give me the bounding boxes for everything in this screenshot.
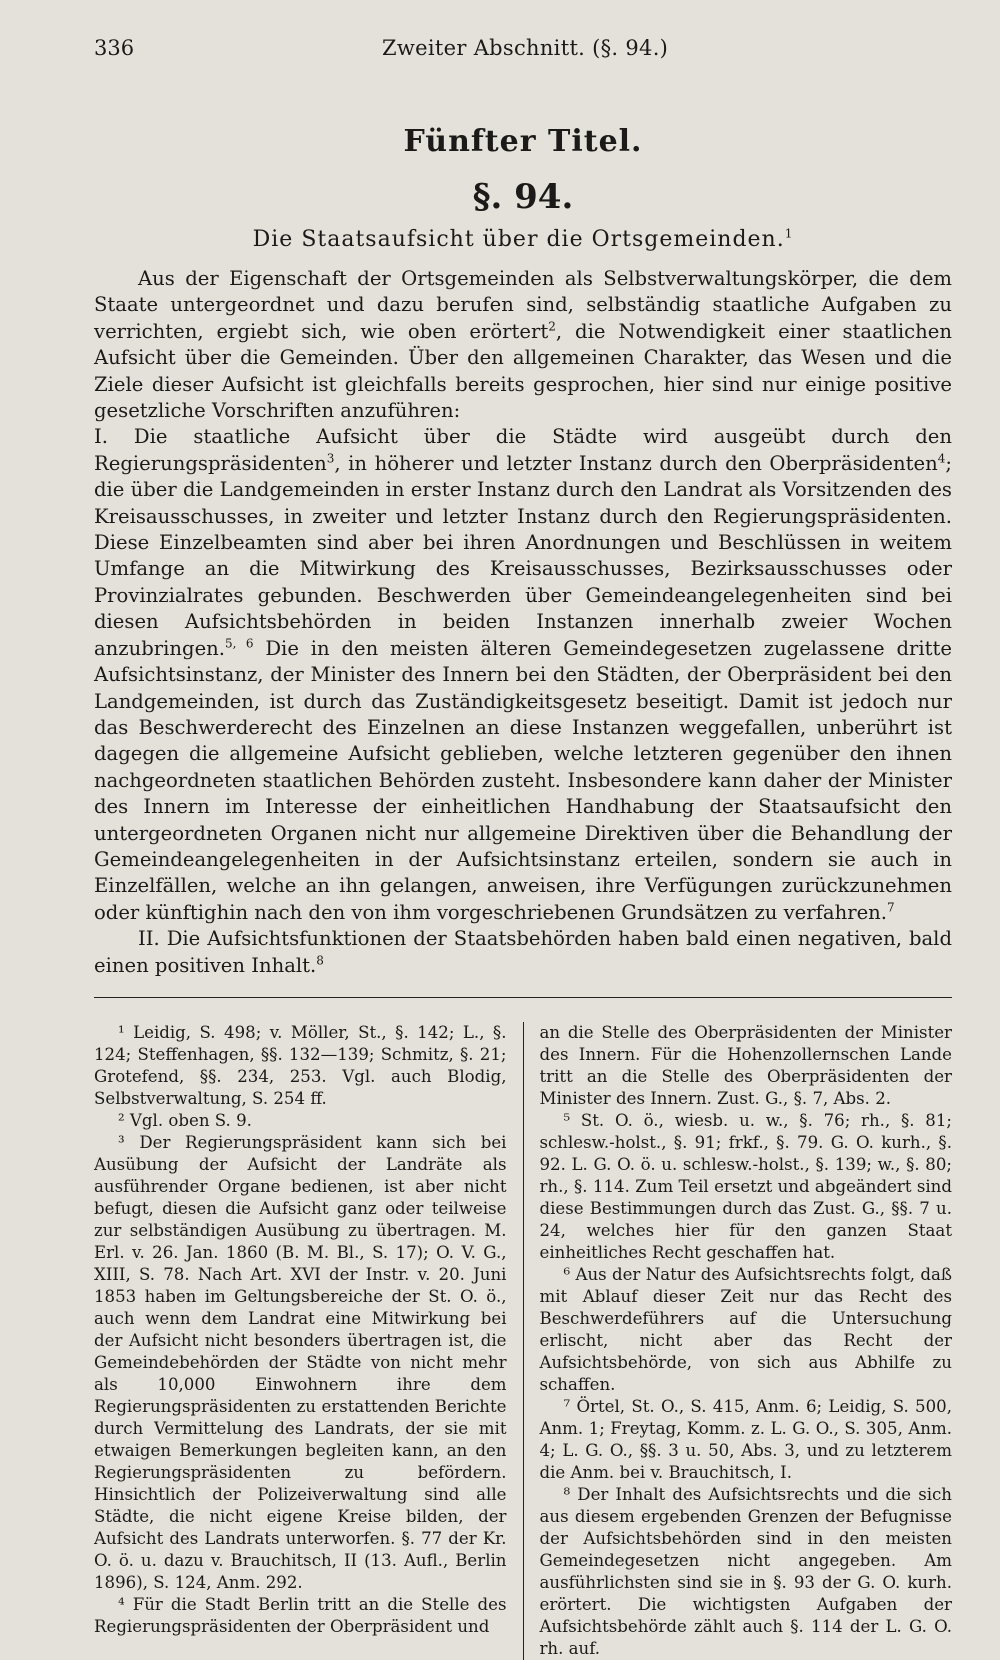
section-subtitle: [94, 227, 952, 252]
footnote-divider: [94, 997, 952, 998]
paragraph-1-text-a: Aus der Eigenschaft der Ortsgemeinden als Selbstverwaltungskörper, die dem Staate untergeordnet und dazu berufen sind, selbständig staatliche Aufgaben zu verrichten, ergiebt sich, wie oben erörtert: [94, 267, 952, 343]
paragraph-3-text: II. Die Aufsichtsfunktionen der Staatsbehörden haben bald einen negativen, bald einen positiven Inhalt.: [94, 927, 952, 977]
paragraph-2: [94, 424, 952, 926]
footnote-1: ¹ Leidig, S. 498; v. Möller, St., §. 142; L., §. 124; Steffenhagen, §§. 132—139; Schmitz, §. 21; Grotefend, §§. 234, 253. Vgl. auch Blodig, Selbstverwaltung, S. 254 ff.: [94, 1022, 507, 1108]
paragraph-2-text-d: Die in den meisten älteren Gemeindegesetzen zugelassene dritte Aufsichtsinstanz, der Minister des Innern bei den Städten, der Oberpräsident bei den Landgemeinden, ist durch das Zuständigkeitsgesetz beseitigt. Damit ist jedoch nur das Beschwerderecht des Einzelnen an diese Instanzen weggefallen, unberührt ist dagegen die allgemeine Aufsicht geblieben, welche letzteren gegenüber den ihnen nachgeordneten staatlichen Behörden zusteht. Insbesondere kann daher der Minister des Innern im Interesse der einheitlichen Handhabung der Staatsaufsicht den untergeordneten Organen nicht nur allgemeine Direktiven über die Behandlung der Gemeindeangelegenheiten in der Aufsichtsinstanz erteilen, sondern sie auch in Einzelfällen, welche an ihn gelangen, anweisen, ihre Verfügungen zurückzunehmen oder künftighin nach den von ihm vorgeschriebenen Grundsätzen zu verfahren.: [94, 636, 952, 924]
footnote-7: ⁷ Örtel, St. O., S. 415, Anm. 6; Leidig, S. 500, Anm. 1; Freytag, Komm. z. L. G. O., S. 305, Anm. 4; L. G. O., §§. 3 u. 50, Abs. 3, und zu letzterem die Anm. bei v. Brauchitsch, I.: [539, 1396, 952, 1482]
paragraph-2-text-a: I. Die staatliche Aufsicht über die Städte wird ausgeübt durch den Regierungspräsidenten: [94, 425, 952, 475]
footnote-8: ⁸ Der Inhalt des Aufsichtsrechts und die sich aus diesem ergebenden Grenzen der Befugnisse der Aufsichtsbehörden sind in den meisten Gemeindegesetzen nicht angegeben. Am ausführlichsten sind sie in §. 93 der G. O. kurh. erörtert. Die wichtigsten Aufgaben der Aufsichtsbehörde zählt auch §. 114 der L. G. O. rh. auf.: [539, 1484, 952, 1658]
footnote-ref: 4: [937, 451, 946, 466]
page-header: [94, 36, 952, 76]
chapter-title: Fünfter Titel.: [403, 124, 643, 159]
paragraph-1: [94, 266, 952, 424]
footnotes: [94, 1022, 952, 1660]
footnote-ref: 7: [887, 900, 895, 915]
subtitle-text: Die Staatsaufsicht über die Ortsgemeinden.: [252, 227, 785, 252]
footnote-ref: 3: [326, 451, 335, 466]
footnote-ref: 1: [784, 226, 794, 241]
footnote-ref: 2: [548, 319, 556, 334]
footnotes-left-column: [94, 1022, 524, 1660]
paragraph-2-text-c: ; die über die Landgemeinden in erster Instanz durch den Landrat als Vorsitzenden des Kreisausschusses, in zweiter und letzter Instanz durch den Regierungspräsidenten. Diese Einzelbeamten sind aber bei ihren Anordnungen und Beschlüssen in weitem Umfange an die Mitwirkung des Kreisausschusses, Bezirksausschusses oder Provinzialrates gebunden. Beschwerden über Gemeindeangelegenheiten sind bei diesen Aufsichtsbehörden in beiden Instanzen innerhalb zweier Wochen anzubringen.: [94, 451, 952, 660]
running-title: Zweiter Abschnitt. (§. 94.): [382, 36, 669, 60]
footnote-6: ⁶ Aus der Natur des Aufsichtsrechts folgt, daß mit Ablauf dieser Zeit nur das Recht des Beschwerdeführers auf die Untersuchung erlischt, nicht aber das Recht der Aufsichtsbehörde, von sich aus Abhilfe zu schaffen.: [539, 1264, 952, 1394]
main-text: [94, 266, 952, 979]
footnote-ref: 5, 6: [225, 636, 254, 651]
paragraph-2-text-b: , in höherer und letzter Instanz durch den Oberpräsidenten: [334, 451, 938, 475]
paragraph-3: [94, 926, 952, 979]
section-number: §. 94.: [472, 177, 574, 217]
footnote-4: ⁴ Für die Stadt Berlin tritt an die Stelle des Regierungspräsidenten der Oberpräsident und: [94, 1594, 507, 1636]
paragraph-1-text-b: , die Notwendigkeit einer staatlichen Aufsicht über die Gemeinden. Über den allgemeinen Charakter, das Wesen und die Ziele dieser Aufsicht ist gleichfalls bereits gesprochen, hier sind nur einige positive gesetzliche Vorschriften anzuführen:: [94, 319, 952, 423]
footnote-ref: 8: [316, 953, 324, 968]
page-number: 336: [94, 36, 135, 60]
footnote-5: ⁵ St. O. ö., wiesb. u. w., §. 76; rh., §. 81; schlesw.-holst., §. 91; frkf., §. 79. G. O. kurh., §. 92. L. G. O. ö. u. schlesw.-holst., §. 139; w., §. 80; rh., §. 114. Zum Teil ersetzt und abgeändert sind diese Bestimmungen durch das Zust. G., §§. 7 u. 24, welches hier für den ganzen Staat einheitliches Recht geschaffen hat.: [539, 1110, 952, 1262]
footnote-4-continued: an die Stelle des Oberpräsidenten der Minister des Innern. Für die Hohenzollernschen Lande tritt an die Stelle des Oberpräsidenten der Minister des Innern. Zust. G., §. 7, Abs. 2.: [539, 1022, 952, 1108]
footnote-2: ² Vgl. oben S. 9.: [118, 1110, 252, 1130]
footnote-3: ³ Der Regierungspräsident kann sich bei Ausübung der Aufsicht der Landräte als ausführender Organe bedienen, ist aber nicht befugt, diesen die Aufsicht ganz oder teilweise zur selbständigen Ausübung zu übertragen. M. Erl. v. 26. Jan. 1860 (B. M. Bl., S. 17); O. V. G., XIII, S. 78. Nach Art. XVI der Instr. v. 20. Juni 1853 haben im Geltungsbereiche der St. O. ö., auch wenn dem Landrat eine Mitwirkung bei der Aufsicht nicht besonders übertragen ist, die Gemeindebehörden der Städte von nicht mehr als 10,000 Einwohnern ihre dem Regierungspräsidenten zu erstattenden Berichte durch Vermittelung des Landrats, der sie mit etwaigen Bemerkungen begleiten kann, an den Regierungspräsidenten zu befördern. Hinsichtlich der Polizeiverwaltung sind alle Städte, die nicht eigene Kreise bilden, der Aufsicht des Landrats unterworfen. §. 77 der Kr. O. ö. u. dazu v. Brauchitsch, II (13. Aufl., Berlin 1896), S. 124, Anm. 292.: [94, 1132, 507, 1592]
footnotes-right-column: [540, 1022, 953, 1660]
